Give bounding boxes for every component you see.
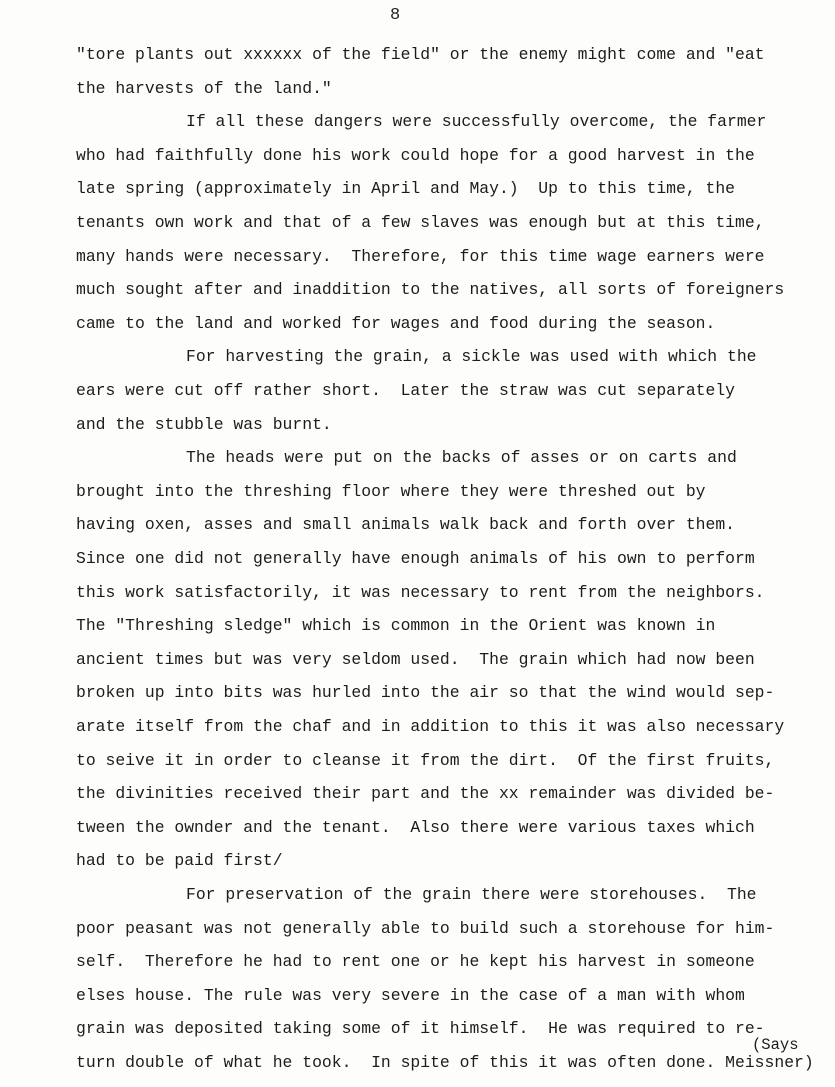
text-line: elses house. The rule was very severe in the case of a man with whom xyxy=(76,985,745,1005)
page-number: 8 xyxy=(390,6,401,25)
text-line: grain was deposited taking some of it himself. He was required to re- xyxy=(76,1019,765,1039)
paragraph-start-line: If all these dangers were successfully overcome, the farmer xyxy=(186,112,767,132)
text-line: tenants own work and that of a few slaves was enough but at this time, xyxy=(76,213,765,232)
text-line: and the stubble was burnt. xyxy=(76,414,332,434)
text-line: late spring (approximately in April and May.) Up to this time, the xyxy=(76,179,736,199)
text-line: to seive it in order to cleanse it from the dirt. Of the first fruits, xyxy=(76,750,775,770)
text-line: tween the ownder and the tenant. Also there were various taxes which xyxy=(76,817,755,837)
text-line: self. Therefore he had to rent one or he kept his harvest in someone xyxy=(76,952,755,972)
paragraph-start-line: The heads were put on the backs of asses or on carts and xyxy=(186,448,737,468)
paragraph-start-line: For harvesting the grain, a sickle was used with which the xyxy=(186,347,757,367)
text-line: The "Threshing sledge" which is common in the Orient was known in xyxy=(76,616,716,636)
text-line: the divinities received their part and the xx remainder was divided be- xyxy=(76,784,775,804)
text-line: arate itself from the chaf and in addition to this it was also necessary xyxy=(76,717,785,736)
text-line: had to be paid first/ xyxy=(76,851,283,871)
text-line: this work satisfactorily, it was necessary to rent from the neighbors. xyxy=(76,582,765,602)
text-line: broken up into bits was hurled into the air so that the wind would sep- xyxy=(76,683,775,703)
text-line: brought into the threshing floor where they were threshed out by xyxy=(76,481,706,501)
text-line: who had faithfully done his work could hope for a good harvest in the xyxy=(76,145,755,165)
text-line: many hands were necessary. Therefore, for this time wage earners were xyxy=(76,246,765,266)
text-line: poor peasant was not generally able to build such a storehouse for him- xyxy=(76,918,775,938)
text-line: having oxen, asses and small animals walk back and forth over them. xyxy=(76,515,736,535)
paragraph-start-line: For preservation of the grain there were storehouses. The xyxy=(186,885,757,904)
text-line: much sought after and inaddition to the natives, all sorts of foreigners xyxy=(76,280,785,300)
text-line: came to the land and worked for wages and food during the season. xyxy=(76,313,716,333)
text-line: turn double of what he took. In spite of this it was often done. Meissner) xyxy=(76,1053,814,1072)
text-line: "tore plants out xxxxxx of the field" or the enemy might come and "eat xyxy=(76,45,765,64)
text-line: ears were cut off rather short. Later the straw was cut separately xyxy=(76,381,736,400)
marginal-note: (Says xyxy=(752,1036,799,1054)
text-line: ancient times but was very seldom used. The grain which had now been xyxy=(76,649,755,669)
text-line: the harvests of the land." xyxy=(76,78,332,98)
text-line: Since one did not generally have enough animals of his own to perform xyxy=(76,549,755,568)
